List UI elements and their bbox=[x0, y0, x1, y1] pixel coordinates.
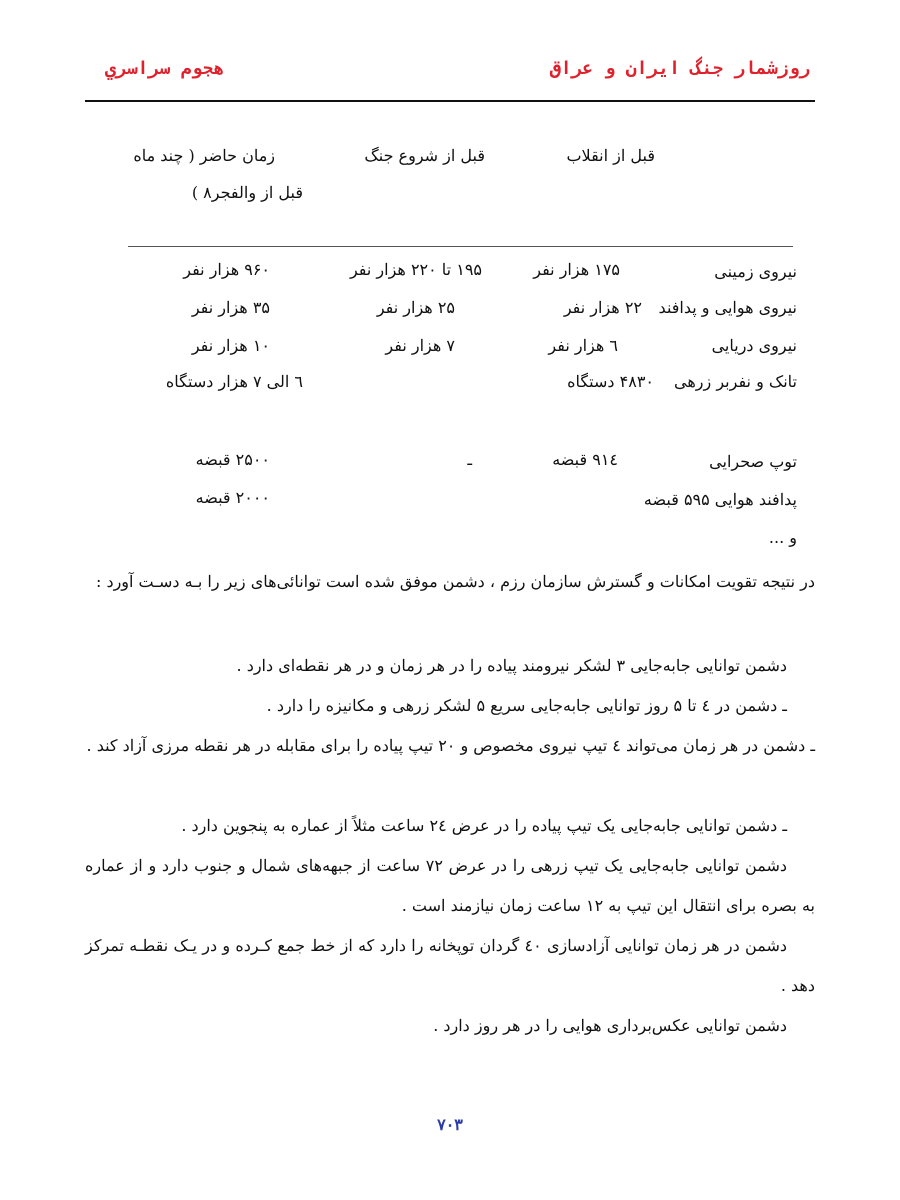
book-title: روزشمار جنگ ايران و عراق bbox=[549, 58, 810, 79]
paragraph: دشمن توانایی عکس‌برداری هوایی را در هر روز دارد . bbox=[433, 1016, 787, 1035]
paragraph: در نتیجه تقویت امکانات و گسترش سازمان رزم ، دشمن موفق شده است توانائی‌های زیر را بـه دسـت آورد : bbox=[95, 572, 815, 591]
paragraph: ـ دشمن توانایی جابه‌جایی یک تیپ پیاده را در عرض ۲٤ ساعت مثلاً از عماره به پنجوین دارد . bbox=[181, 816, 787, 835]
cell-before-war: ۲۵ هزار نفر bbox=[376, 298, 455, 317]
cell-present: ٦ الی ۷ هزار دستگاه bbox=[165, 372, 303, 391]
cell-before-war: ۷ هزار نفر bbox=[385, 336, 455, 355]
col-header-before-revolution: قبل از انقلاب bbox=[566, 146, 655, 165]
row-label: پدافند هوایی ۵۹۵ قبضه bbox=[643, 490, 797, 509]
cell-present: ۳۵ هزار نفر bbox=[191, 298, 270, 317]
cell-before-revolution: ۹۱٤ قبضه bbox=[552, 450, 618, 469]
paragraph: دشمن در هر زمان توانایی آزادسازی ٤۰ گردان توپخانه را دارد که از خط جمع کـرده و در یـک نقطـه تمرکز دهد . bbox=[85, 936, 815, 995]
row-label: تانک و نفربر زرهی bbox=[674, 372, 797, 391]
paragraph: ـ دشمن در ٤ تا ۵ روز توانایی جابه‌جایی سریع ۵ لشکر زرهی و مکانیزه را دارد . bbox=[266, 696, 787, 715]
cell-before-revolution: ۱۷۵ هزار نفر bbox=[533, 260, 620, 279]
chapter-title: هجوم سراسري bbox=[105, 58, 225, 79]
col-header-present: زمان حاضر ( چند ماه bbox=[133, 146, 275, 165]
cell-before-war: ـ bbox=[467, 450, 472, 469]
cell-present: ۲۵۰۰ قبضه bbox=[195, 450, 270, 469]
cell-present: ۹۶۰ هزار نفر bbox=[183, 260, 270, 279]
table-etc: و ... bbox=[768, 528, 797, 547]
table-rule bbox=[128, 246, 793, 247]
cell-present: ۱۰ هزار نفر bbox=[191, 336, 270, 355]
col-header-before-war: قبل از شروع جنگ bbox=[364, 146, 485, 165]
cell-before-war: ۱۹۵ تا ۲۲۰ هزار نفر bbox=[349, 260, 482, 279]
row-label: توپ صحرایی bbox=[709, 452, 797, 471]
cell-present: ۲۰۰۰ قبضه bbox=[195, 488, 270, 507]
page-number: ۷۰۳ bbox=[437, 1115, 463, 1134]
row-label: نیروی هوایی و پدافند bbox=[658, 298, 797, 317]
cell-before-revolution: ۲۲ هزار نفر bbox=[563, 298, 642, 317]
row-label: نیروی دریایی bbox=[711, 336, 797, 355]
paragraph: دشمن توانایی جابه‌جایی یک تیپ زرهی را در عرض ۷۲ ساعت از جبهه‌های شمال و جنوب دارد و از عماره به بصره برای انتقال این تیپ به ۱۲ ساعت زمان نیازمند است . bbox=[85, 856, 815, 915]
cell-before-revolution: ٦ هزار نفر bbox=[548, 336, 618, 355]
header-rule bbox=[85, 100, 815, 102]
paragraph: ـ دشمن در هر زمان می‌تواند ٤ تیپ نیروی مخصوص و ۲۰ تیپ پیاده را برای مقابله در هر نقطه مرزی آزاد کند . bbox=[86, 736, 815, 755]
row-label: نیروی زمینی bbox=[714, 262, 797, 281]
paragraph: دشمن توانایی جابه‌جایی ۳ لشکر نیرومند پیاده را در هر زمان و در هر نقطه‌ای دارد . bbox=[236, 656, 787, 675]
col-header-present-cont: قبل از والفجر۸ ) bbox=[191, 183, 303, 202]
cell-before-revolution: ۴۸۳۰ دستگاه bbox=[567, 372, 654, 391]
